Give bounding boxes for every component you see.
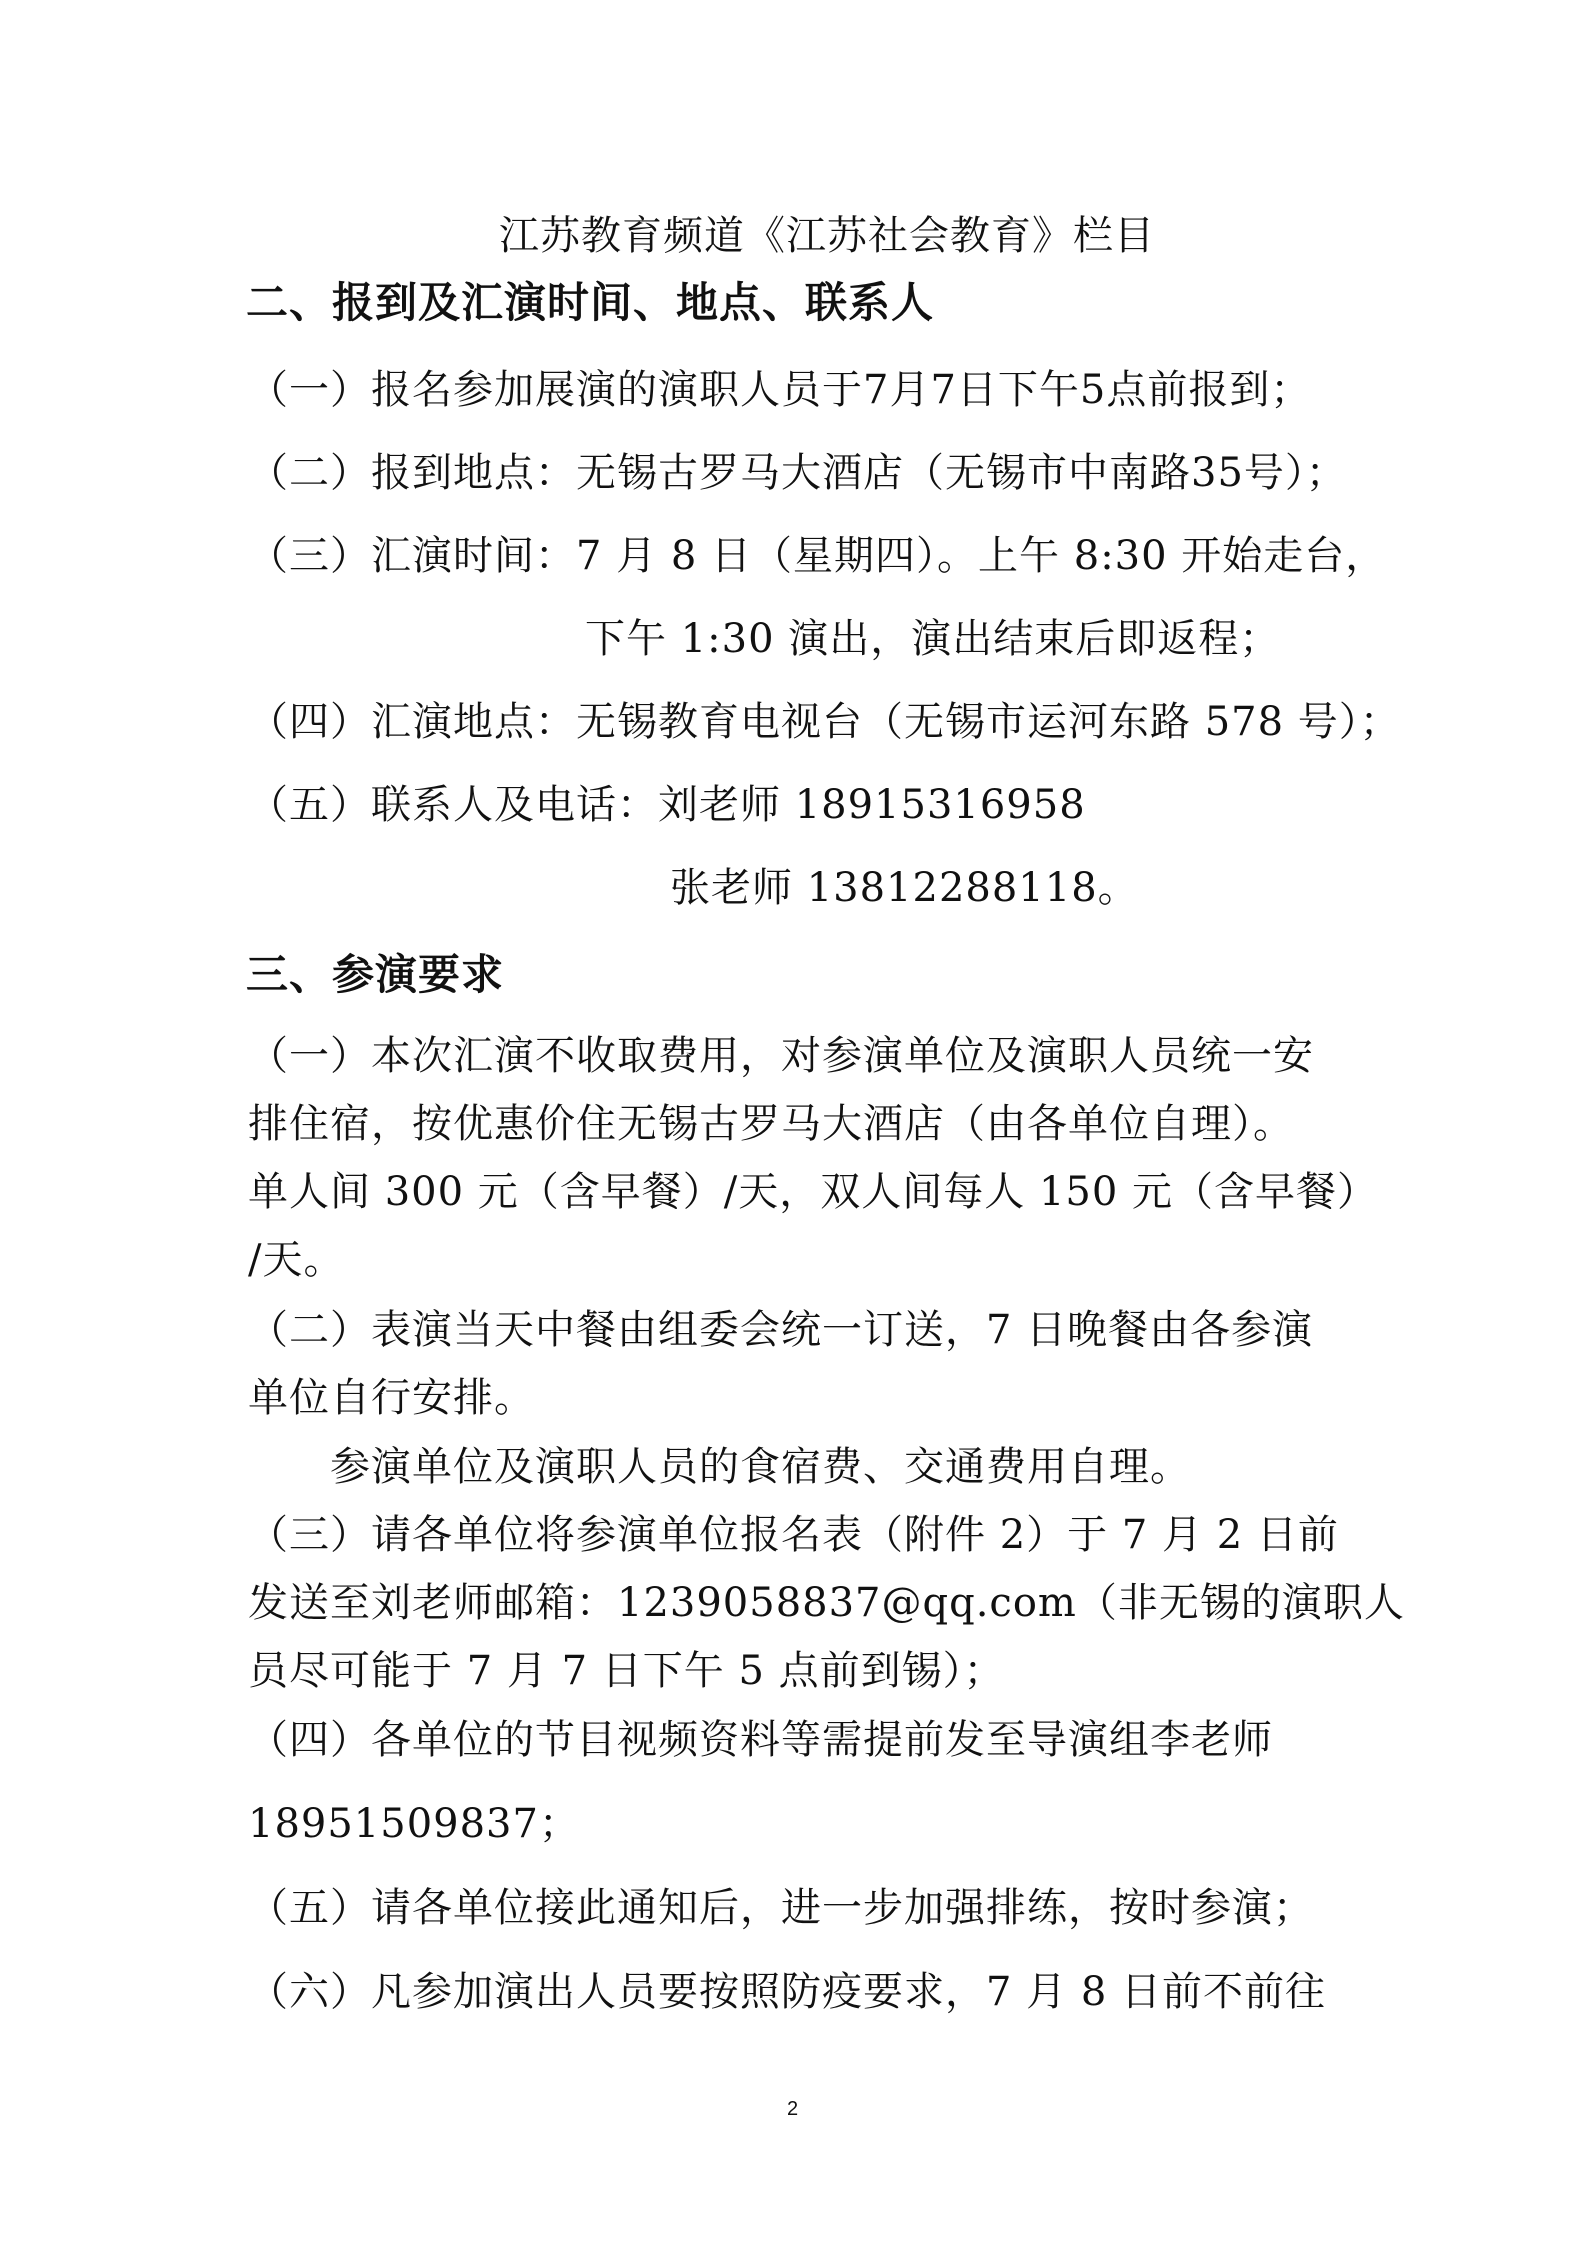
text-line: （四）各单位的节目视频资料等需提前发至导演组李老师 [248,1717,1273,1763]
phone-line: 18951509837； [248,1801,580,1847]
text-line: 单人间 300 元（含早餐）/天，双人间每人 150 元（含早餐） [248,1169,1379,1215]
text-line: （四）汇演地点：无锡教育电视台（无锡市运河东路 578 号）； [248,699,1401,745]
contact-line: 张老师 13812288118。 [670,865,1139,911]
email-line: 发送至刘老师邮箱：1239058837@qq.com（非无锡的演职人 [248,1580,1405,1626]
text-line: 排住宿，按优惠价住无锡古罗马大酒店（由各单位自理）。 [248,1101,1294,1147]
text-line: （三）汇演时间：7 月 8 日（星期四）。上午 8:30 开始走台， [248,533,1387,579]
text-line: （二）报到地点：无锡古罗马大酒店（无锡市中南路35号）； [248,450,1347,496]
text-line: 员尽可能于 7 月 7 日下午 5 点前到锡）； [248,1648,1005,1694]
text-line: /天。 [248,1237,345,1283]
text-line: （一）报名参加展演的演职人员于7月7日下午5点前报到； [248,367,1312,413]
text-line: （三）请各单位将参演单位报名表（附件 2）于 7 月 2 日前 [248,1512,1339,1558]
text-line: 下午 1:30 演出，演出结束后即返程； [585,616,1281,662]
text-line: （二）表演当天中餐由组委会统一订送，7 日晚餐由各参演 [248,1307,1314,1353]
text-line: （一）本次汇演不收取费用，对参演单位及演职人员统一安 [248,1033,1314,1079]
text-line: 参演单位及演职人员的食宿费、交通费用自理。 [330,1444,1191,1490]
text-line: 单位自行安排。 [248,1375,535,1421]
contact-line: （五）联系人及电话：刘老师 18915316958 [248,782,1086,828]
section-3-heading: 三、参演要求 [246,950,505,999]
page-number: 2 [787,2098,799,2120]
text-line: （六）凡参加演出人员要按照防疫要求，7 月 8 日前不前往 [248,1969,1327,2015]
text-line: （五）请各单位接此通知后，进一步加强排练，按时参演； [248,1885,1314,1931]
section-2-heading: 二、报到及汇演时间、地点、联系人 [246,278,935,327]
organizer-line: 江苏教育频道《江苏社会教育》栏目 [499,213,1155,259]
